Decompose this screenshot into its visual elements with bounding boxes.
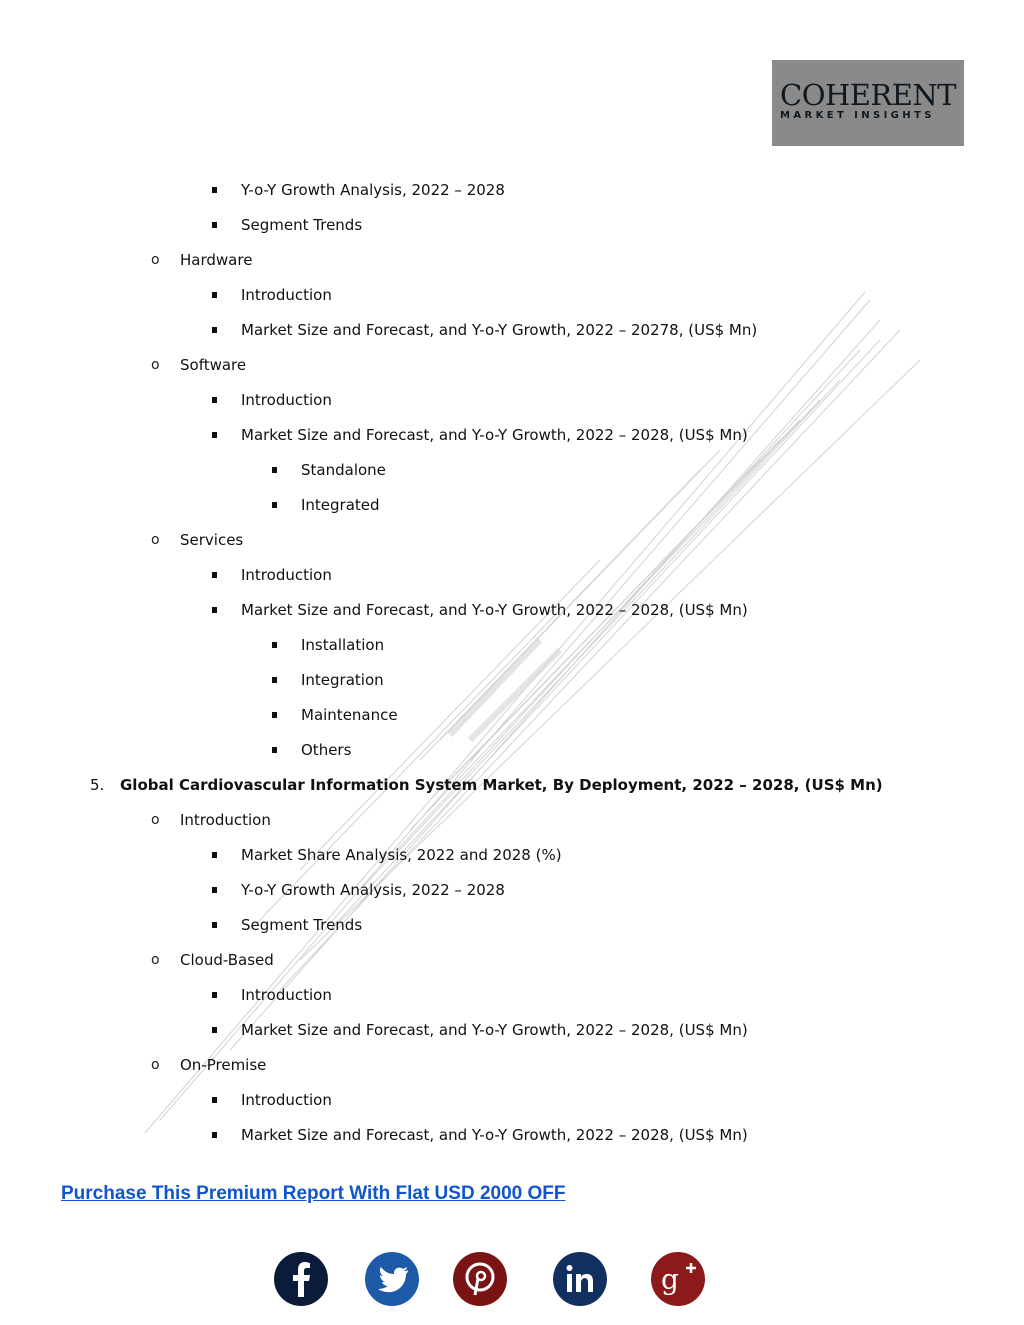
linkedin-icon: [552, 1251, 608, 1307]
outline-item: Market Size and Forecast, and Y-o-Y Growth, 2022 – 2028, (US$ Mn): [241, 601, 748, 619]
outline-item: Software: [180, 356, 247, 374]
section-heading: Global Cardiovascular Information System Market, By Deployment, 2022 – 2028, (US$ Mn): [120, 776, 883, 794]
outline-item: Services: [180, 531, 244, 549]
purchase-report-link[interactable]: Purchase This Premium Report With Flat USD 2000 OFF: [61, 1183, 566, 1204]
circle-bullet-icon: o: [151, 812, 160, 828]
outline-item: Segment Trends: [241, 216, 363, 234]
outline-item: Market Size and Forecast, and Y-o-Y Growth, 2022 – 20278, (US$ Mn): [241, 321, 758, 339]
pinterest-button[interactable]: [452, 1251, 508, 1307]
outline-item: On-Premise: [180, 1056, 267, 1074]
outline-item: Introduction: [241, 1091, 332, 1109]
outline-item: Maintenance: [301, 706, 398, 724]
outline-item: Y-o-Y Growth Analysis, 2022 – 2028: [241, 881, 505, 899]
outline-item: Market Size and Forecast, and Y-o-Y Growth, 2022 – 2028, (US$ Mn): [241, 1126, 748, 1144]
outline-item: Y-o-Y Growth Analysis, 2022 – 2028: [241, 181, 505, 199]
facebook-button[interactable]: [273, 1251, 329, 1307]
linkedin-button[interactable]: [552, 1251, 608, 1307]
facebook-icon: [273, 1251, 329, 1307]
outline-item: Introduction: [241, 391, 332, 409]
outline-item: Introduction: [180, 811, 271, 829]
outline-item: Integration: [301, 671, 384, 689]
section-number: 5.: [90, 776, 105, 794]
logo-tagline: MARKET INSIGHTS: [780, 110, 935, 121]
circle-bullet-icon: o: [151, 357, 160, 373]
logo-wordmark: COHERENT: [780, 78, 957, 112]
pinterest-icon: [452, 1251, 508, 1307]
twitter-icon: [364, 1251, 420, 1307]
outline-item: Market Size and Forecast, and Y-o-Y Growth, 2022 – 2028, (US$ Mn): [241, 1021, 748, 1039]
outline-item: Segment Trends: [241, 916, 363, 934]
outline-item: Hardware: [180, 251, 253, 269]
google-plus-button[interactable]: [650, 1251, 706, 1307]
outline-item: Introduction: [241, 286, 332, 304]
coherent-market-insights-logo: [772, 60, 964, 146]
outline-item: Introduction: [241, 986, 332, 1004]
outline-item: Installation: [301, 636, 385, 654]
svg-text:g: g: [661, 1263, 679, 1296]
twitter-button[interactable]: [364, 1251, 420, 1307]
outline-item: Integrated: [301, 496, 380, 514]
circle-bullet-icon: o: [151, 1057, 160, 1073]
circle-bullet-icon: o: [151, 952, 160, 968]
google-plus-icon: [650, 1251, 706, 1307]
outline-item: Market Share Analysis, 2022 and 2028 (%): [241, 846, 562, 864]
outline-item: Introduction: [241, 566, 332, 584]
outline-item: Standalone: [301, 461, 386, 479]
outline-item: Others: [301, 741, 352, 759]
circle-bullet-icon: o: [151, 252, 160, 268]
outline-item: Market Size and Forecast, and Y-o-Y Growth, 2022 – 2028, (US$ Mn): [241, 426, 748, 444]
outline-item: Cloud-Based: [180, 951, 274, 969]
circle-bullet-icon: o: [151, 532, 160, 548]
